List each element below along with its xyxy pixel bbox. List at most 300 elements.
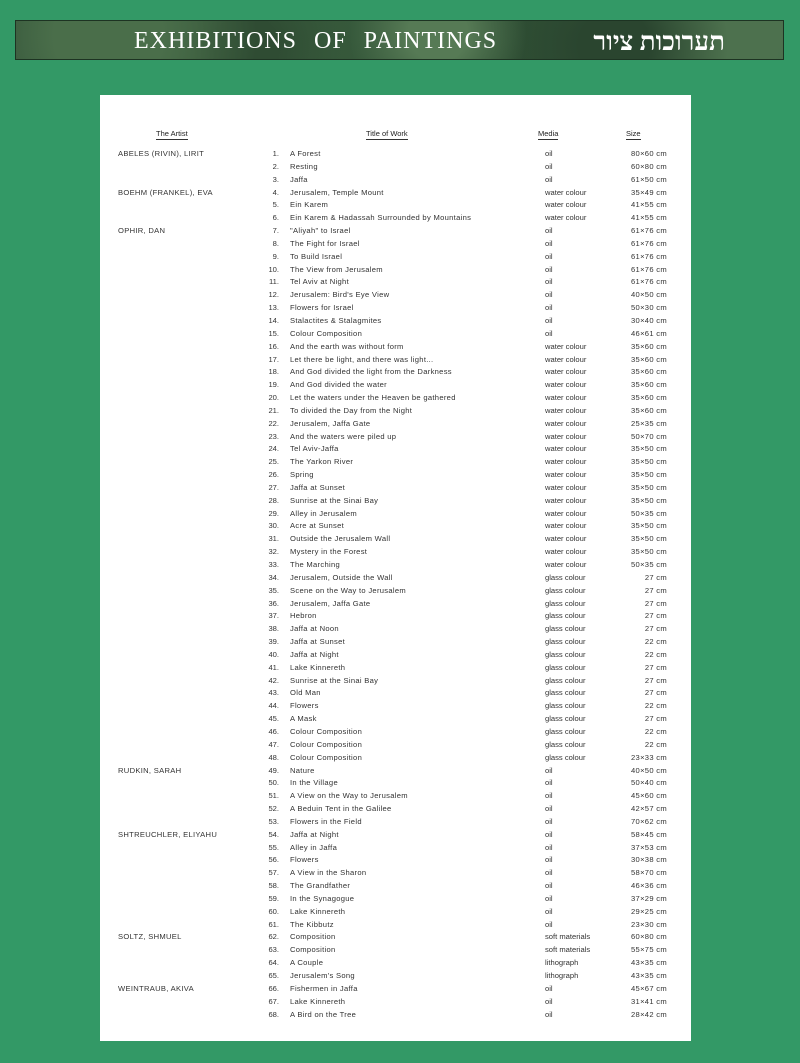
work-size: 35×50 cm (631, 444, 667, 454)
work-size: 43×35 cm (631, 971, 667, 980)
table-row (100, 559, 691, 572)
work-size: 50×35 cm (631, 508, 667, 518)
work-media: oil (545, 174, 553, 184)
table-row (100, 315, 691, 328)
table-row (100, 919, 691, 932)
work-media: oil (545, 238, 553, 248)
work-media: water colour (545, 482, 587, 492)
work-media: oil (545, 829, 553, 839)
table-row (100, 482, 691, 495)
table-row (100, 996, 691, 1009)
work-title: The Kibbutz (290, 919, 334, 929)
work-title: Jaffa (290, 174, 308, 184)
work-title: Mystery in the Forest (290, 547, 368, 557)
work-size: 35×60 cm (631, 380, 667, 390)
work-title: A Mask (290, 714, 317, 724)
table-row (100, 623, 691, 636)
work-title: Lake Kinnereth (290, 662, 346, 672)
table-row (100, 893, 691, 906)
work-size: 37×29 cm (631, 893, 667, 903)
work-number: 27. (268, 482, 279, 492)
work-size: 27 cm (644, 688, 667, 698)
work-title: Spring (290, 470, 314, 480)
work-title: And God divided the water (290, 380, 387, 390)
work-size: 22 cm (644, 726, 667, 736)
work-number: 32. (268, 547, 279, 557)
artist-name: BOEHM (FRANKEL), EVA (118, 187, 213, 197)
work-size: 61×50 cm (631, 174, 667, 184)
work-number: 33. (268, 560, 279, 569)
table-row (100, 726, 691, 739)
work-media: oil (545, 996, 553, 1006)
work-title: Flowers (290, 855, 319, 865)
work-number: 13. (268, 303, 279, 313)
table-row (100, 662, 691, 675)
work-media: oil (545, 251, 553, 261)
work-media: glass colour (545, 726, 586, 736)
work-media: oil (545, 791, 553, 801)
work-media: oil (545, 893, 553, 903)
work-title: And the earth was without form (290, 341, 404, 351)
work-title: Jaffa at Sunset (290, 637, 346, 647)
work-media: water colour (545, 200, 587, 210)
work-size: 27 cm (644, 662, 667, 672)
work-size: 27 cm (644, 675, 667, 685)
work-size: 40×50 cm (631, 290, 667, 300)
work-size: 50×70 cm (631, 431, 667, 441)
work-number: 35. (268, 585, 279, 595)
work-title: Colour Composition (290, 726, 363, 736)
work-number: 65. (268, 971, 279, 980)
work-media: oil (545, 842, 553, 852)
work-number: 8. (272, 238, 279, 248)
table-row (100, 264, 691, 277)
work-title: Let the waters under the Heaven be gathered (290, 393, 456, 403)
work-media: water colour (545, 508, 587, 518)
work-number: 18. (268, 367, 279, 377)
artist-name: SHTREUCHLER, ELIYAHU (118, 829, 218, 839)
work-size: 27 cm (644, 598, 667, 608)
table-row (100, 431, 691, 444)
work-size: 28×42 cm (631, 1009, 667, 1019)
table-row (100, 366, 691, 379)
work-number: 66. (268, 983, 279, 993)
work-media: water colour (545, 444, 587, 454)
table-row (100, 610, 691, 623)
header-banner (15, 20, 784, 60)
work-title: "Aliyah" to Israel (290, 226, 351, 236)
work-title: Composition (290, 945, 336, 955)
work-title: Lake Kinnereth (290, 996, 346, 1006)
work-title: Composition (290, 932, 336, 942)
artist-name: WEINTRAUB, AKIVA (118, 983, 194, 993)
table-row (100, 546, 691, 559)
work-number: 22. (268, 418, 279, 428)
work-media: glass colour (545, 611, 586, 621)
work-number: 47. (268, 739, 279, 749)
work-size: 27 cm (644, 611, 667, 621)
table-row (100, 585, 691, 598)
work-media: oil (545, 303, 553, 313)
table-row (100, 790, 691, 803)
work-media: water colour (545, 457, 587, 467)
table-row (100, 1009, 691, 1022)
work-title: A View on the Way to Jerusalem (290, 791, 408, 801)
work-number: 40. (268, 649, 279, 659)
table-row (100, 906, 691, 919)
work-number: 30. (268, 521, 279, 531)
work-media: water colour (545, 341, 587, 351)
work-size: 58×45 cm (631, 829, 667, 839)
table-row (100, 572, 691, 585)
work-title: The Yarkon River (290, 457, 354, 467)
work-size: 45×67 cm (631, 983, 667, 993)
exhibition-list-page (100, 95, 691, 1041)
work-number: 17. (268, 354, 279, 364)
work-title: Let there be light, and there was light... (290, 354, 434, 364)
work-title: Alley in Jaffa (290, 842, 338, 852)
work-title: Sunrise at the Sinai Bay (290, 675, 379, 685)
banner-hebrew-title: תערוכות ציור (593, 27, 725, 56)
work-media: water colour (545, 354, 587, 364)
work-number: 23. (268, 431, 279, 441)
work-media: oil (545, 906, 553, 916)
work-size: 22 cm (644, 739, 667, 749)
work-size: 55×75 cm (631, 945, 667, 955)
work-title: Jaffa at Noon (290, 624, 339, 634)
work-size: 41×55 cm (631, 200, 667, 210)
work-media: water colour (545, 367, 587, 377)
work-media: oil (545, 919, 553, 929)
work-media: glass colour (545, 739, 586, 749)
work-number: 57. (268, 868, 279, 878)
work-size: 40×50 cm (631, 765, 667, 775)
work-media: soft materials (545, 945, 591, 955)
work-size: 61×76 cm (631, 226, 667, 236)
work-size: 60×80 cm (631, 932, 667, 942)
work-number: 59. (268, 893, 279, 903)
work-number: 28. (268, 495, 279, 505)
work-size: 30×40 cm (631, 315, 667, 325)
work-media: water colour (545, 547, 587, 557)
work-size: 37×53 cm (631, 842, 667, 852)
work-size: 35×60 cm (631, 354, 667, 364)
work-media: oil (545, 226, 553, 236)
table-row (100, 533, 691, 546)
work-title: Old Man (290, 688, 321, 698)
table-row (100, 842, 691, 855)
works-list (100, 148, 691, 1021)
work-media: oil (545, 1009, 553, 1019)
work-number: 3. (272, 174, 279, 184)
work-size: 46×61 cm (631, 328, 667, 338)
work-title: And the waters were piled up (290, 431, 397, 441)
work-title: Tel Aviv-Jaffa (290, 444, 339, 454)
work-title: A Beduin Tent in the Galilee (290, 804, 392, 814)
work-number: 9. (272, 251, 279, 261)
work-size: 61×76 cm (631, 238, 667, 248)
table-row (100, 957, 691, 970)
work-number: 50. (268, 778, 279, 788)
work-media: glass colour (545, 701, 586, 711)
table-row (100, 276, 691, 289)
work-title: A Forest (290, 149, 321, 158)
work-size: 35×50 cm (631, 547, 667, 557)
work-title: A Bird on the Tree (290, 1009, 357, 1019)
table-row (100, 803, 691, 816)
work-title: A View in the Sharon (290, 868, 367, 878)
table-row (100, 983, 691, 996)
work-title: The Marching (290, 560, 341, 569)
work-size: 35×50 cm (631, 470, 667, 480)
table-row (100, 636, 691, 649)
work-title: Flowers (290, 701, 319, 711)
table-row (100, 970, 691, 983)
table-row (100, 341, 691, 354)
work-number: 45. (268, 714, 279, 724)
work-number: 16. (268, 341, 279, 351)
table-row (100, 469, 691, 482)
work-title: Jerusalem, Temple Mount (290, 187, 384, 197)
work-title: Flowers for Israel (290, 303, 354, 313)
work-number: 6. (272, 213, 279, 223)
work-media: oil (545, 778, 553, 788)
work-title: Colour Composition (290, 328, 363, 338)
work-number: 42. (268, 675, 279, 685)
work-media: lithograph (545, 958, 579, 968)
work-number: 55. (268, 842, 279, 852)
work-title: Tel Aviv at Night (290, 277, 349, 287)
work-number: 54. (268, 829, 279, 839)
work-title: In the Synagogue (290, 893, 355, 903)
work-size: 61×76 cm (631, 277, 667, 287)
work-title: To Build Israel (290, 251, 343, 261)
work-number: 10. (268, 264, 279, 274)
work-size: 22 cm (644, 701, 667, 711)
work-size: 23×33 cm (631, 752, 667, 762)
work-size: 42×57 cm (631, 804, 667, 814)
work-title: Outside the Jerusalem Wall (290, 534, 391, 544)
work-media: glass colour (545, 675, 586, 685)
work-number: 26. (268, 470, 279, 480)
work-media: glass colour (545, 714, 586, 724)
work-size: 50×30 cm (631, 303, 667, 313)
work-media: water colour (545, 393, 587, 403)
work-media: oil (545, 264, 553, 274)
table-row (100, 829, 691, 842)
work-number: 37. (268, 611, 279, 621)
work-number: 15. (268, 328, 279, 338)
table-row (100, 816, 691, 829)
work-media: oil (545, 149, 553, 158)
work-media: water colour (545, 213, 587, 223)
work-media: oil (545, 804, 553, 814)
work-title: Sunrise at the Sinai Bay (290, 495, 379, 505)
work-size: 27 cm (644, 572, 667, 582)
work-media: glass colour (545, 572, 586, 582)
work-number: 1. (272, 149, 279, 158)
work-size: 31×41 cm (631, 996, 667, 1006)
work-media: glass colour (545, 649, 586, 659)
header-title: Title of Work (366, 129, 408, 138)
work-number: 21. (268, 405, 279, 415)
work-number: 58. (268, 881, 279, 891)
work-media: water colour (545, 560, 587, 569)
work-title: The Fight for Israel (290, 238, 360, 248)
work-size: 50×40 cm (631, 778, 667, 788)
table-row (100, 739, 691, 752)
work-number: 5. (272, 200, 279, 210)
work-number: 49. (268, 765, 279, 775)
table-row (100, 187, 691, 200)
work-media: water colour (545, 521, 587, 531)
work-title: Resting (290, 161, 318, 171)
work-title: Jaffa at Night (290, 649, 339, 659)
work-size: 27 cm (644, 624, 667, 634)
work-number: 43. (268, 688, 279, 698)
work-size: 43×35 cm (631, 958, 667, 968)
work-media: water colour (545, 470, 587, 480)
work-title: Flowers in the Field (290, 816, 362, 826)
work-number: 52. (268, 804, 279, 814)
work-number: 41. (268, 662, 279, 672)
work-number: 11. (269, 277, 279, 287)
work-title: Jerusalem's Song (290, 971, 355, 980)
table-row (100, 700, 691, 713)
work-number: 4. (272, 187, 279, 197)
header-artist: The Artist (156, 129, 188, 138)
work-title: The Grandfather (290, 881, 351, 891)
table-row (100, 495, 691, 508)
work-media: oil (545, 868, 553, 878)
table-row (100, 328, 691, 341)
work-title: To divided the Day from the Night (290, 405, 413, 415)
table-row (100, 392, 691, 405)
table-row (100, 418, 691, 431)
work-title: Nature (290, 765, 315, 775)
work-size: 60×80 cm (631, 161, 667, 171)
work-size: 46×36 cm (631, 881, 667, 891)
table-row (100, 251, 691, 264)
artist-name: OPHIR, DAN (118, 226, 166, 236)
work-size: 35×60 cm (631, 393, 667, 403)
header-media: Media (538, 129, 559, 138)
work-title: Jerusalem, Jaffa Gate (290, 598, 371, 608)
work-media: glass colour (545, 637, 586, 647)
table-row (100, 931, 691, 944)
work-media: glass colour (545, 662, 586, 672)
work-media: water colour (545, 405, 587, 415)
table-row (100, 225, 691, 238)
table-row (100, 854, 691, 867)
table-row (100, 713, 691, 726)
work-number: 48. (268, 752, 279, 762)
work-media: oil (545, 765, 553, 775)
work-title: Colour Composition (290, 739, 363, 749)
work-number: 46. (268, 726, 279, 736)
work-number: 61. (268, 919, 279, 929)
work-number: 12. (268, 290, 279, 300)
work-number: 7. (272, 226, 279, 236)
work-number: 67. (268, 996, 279, 1006)
work-media: water colour (545, 380, 587, 390)
work-size: 80×60 cm (631, 149, 667, 158)
table-row (100, 944, 691, 957)
table-row (100, 675, 691, 688)
work-number: 29. (268, 508, 279, 518)
work-size: 35×50 cm (631, 534, 667, 544)
work-size: 61×76 cm (631, 264, 667, 274)
table-row (100, 354, 691, 367)
work-size: 35×50 cm (631, 521, 667, 531)
artist-name: RUDKIN, SARAH (118, 765, 182, 775)
work-media: oil (545, 816, 553, 826)
work-media: water colour (545, 534, 587, 544)
table-row (100, 443, 691, 456)
work-media: oil (545, 881, 553, 891)
work-size: 58×70 cm (631, 868, 667, 878)
table-row (100, 302, 691, 315)
work-media: oil (545, 983, 553, 993)
work-title: Jaffa at Sunset (290, 482, 346, 492)
work-title: Colour Composition (290, 752, 363, 762)
work-title: Hebron (290, 611, 317, 621)
work-title: Ein Karem (290, 200, 329, 210)
banner-title: EXHIBITIONS OF PAINTINGS (134, 28, 498, 54)
work-media: glass colour (545, 624, 586, 634)
work-size: 41×55 cm (631, 213, 667, 223)
work-number: 31. (268, 534, 279, 544)
work-media: oil (545, 161, 553, 171)
work-size: 30×38 cm (631, 855, 667, 865)
work-media: water colour (545, 495, 587, 505)
work-title: Scene on the Way to Jerusalem (290, 585, 407, 595)
work-size: 35×60 cm (631, 367, 667, 377)
work-size: 35×60 cm (631, 341, 667, 351)
work-title: Jerusalem: Bird's Eye View (290, 290, 390, 300)
table-row (100, 520, 691, 533)
table-row (100, 880, 691, 893)
table-row (100, 649, 691, 662)
work-media: glass colour (545, 752, 586, 762)
work-media: water colour (545, 418, 587, 428)
work-title: Jerusalem, Outside the Wall (290, 572, 393, 582)
work-number: 14. (268, 315, 279, 325)
work-number: 56. (268, 855, 279, 865)
table-row (100, 752, 691, 765)
table-row (100, 867, 691, 880)
work-number: 2. (272, 161, 279, 171)
work-number: 62. (268, 932, 279, 942)
work-size: 22 cm (644, 637, 667, 647)
table-row (100, 777, 691, 790)
work-size: 35×49 cm (631, 187, 667, 197)
work-title: Jaffa at Night (290, 829, 339, 839)
work-size: 25×35 cm (631, 418, 667, 428)
work-media: glass colour (545, 688, 586, 698)
table-row (100, 765, 691, 778)
work-number: 19. (268, 380, 279, 390)
work-media: oil (545, 277, 553, 287)
work-size: 27 cm (644, 714, 667, 724)
work-title: Ein Karem & Hadassah Surrounded by Mountains (290, 213, 472, 223)
work-number: 44. (268, 701, 279, 711)
work-number: 39. (268, 637, 279, 647)
work-number: 60. (268, 906, 279, 916)
table-row (100, 148, 691, 161)
work-title: Jerusalem, Jaffa Gate (290, 418, 371, 428)
work-size: 61×76 cm (631, 251, 667, 261)
